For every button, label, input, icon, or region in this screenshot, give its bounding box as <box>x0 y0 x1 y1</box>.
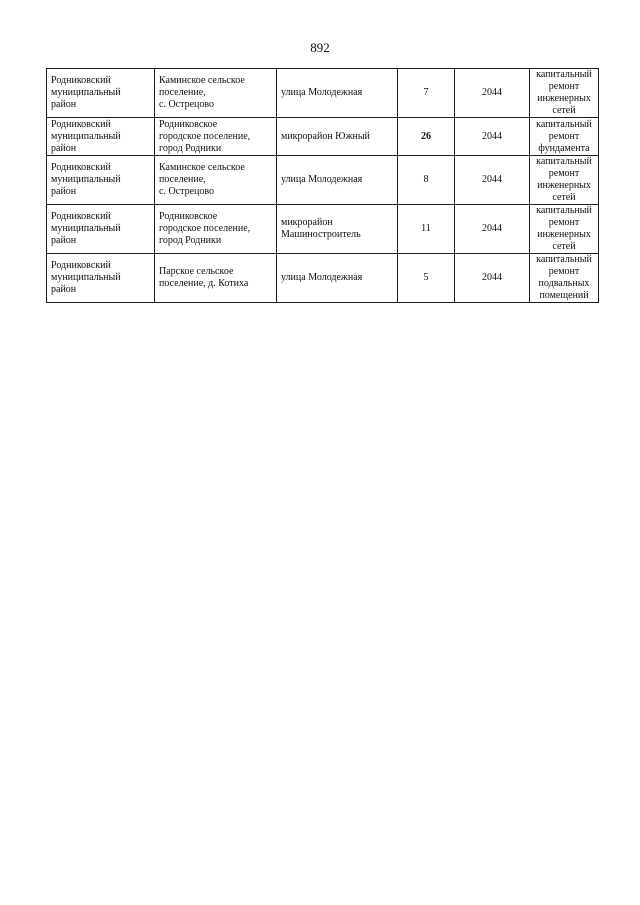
work-type-cell: капитальный ремонт инженерных сетей <box>530 205 599 254</box>
settlement-cell: Каминское сельское поселение, с. Острецово <box>155 69 277 118</box>
work-type-cell: капитальный ремонт инженерных сетей <box>530 156 599 205</box>
table-row <box>47 69 599 118</box>
year-cell: 2044 <box>455 69 530 118</box>
district-cell: Родниковский муниципальный район <box>47 118 155 156</box>
table-row <box>47 205 599 254</box>
year-cell: 2044 <box>455 205 530 254</box>
work-type-cell: капитальный ремонт подвальных помещений <box>530 254 599 303</box>
street-cell: улица Молодежная <box>277 156 398 205</box>
table-row <box>47 118 599 156</box>
house-number-cell: 8 <box>398 156 455 205</box>
page-number: 892 <box>310 40 330 55</box>
year-cell: 2044 <box>455 118 530 156</box>
house-number-cell: 26 <box>398 118 455 156</box>
settlement-cell: Родниковское городское поселение, город Родники <box>155 118 277 156</box>
district-cell: Родниковский муниципальный район <box>47 156 155 205</box>
table-row <box>47 156 599 205</box>
street-cell: микрорайон Машиностроитель <box>277 205 398 254</box>
settlement-cell: Парское сельское поселение, д. Котиха <box>155 254 277 303</box>
street-cell: микрорайон Южный <box>277 118 398 156</box>
district-cell: Родниковский муниципальный район <box>47 254 155 303</box>
house-number-cell: 11 <box>398 205 455 254</box>
settlement-cell: Родниковское городское поселение, город Родники <box>155 205 277 254</box>
year-cell: 2044 <box>455 254 530 303</box>
settlement-cell: Каминское сельское поселение, с. Острецово <box>155 156 277 205</box>
district-cell: Родниковский муниципальный район <box>47 205 155 254</box>
house-number-cell: 7 <box>398 69 455 118</box>
street-cell: улица Молодежная <box>277 254 398 303</box>
register-table <box>46 68 599 303</box>
year-cell: 2044 <box>455 156 530 205</box>
work-type-cell: капитальный ремонт фундамента <box>530 118 599 156</box>
table-row <box>47 254 599 303</box>
house-number-cell: 5 <box>398 254 455 303</box>
work-type-cell: капитальный ремонт инженерных сетей <box>530 69 599 118</box>
street-cell: улица Молодежная <box>277 69 398 118</box>
district-cell: Родниковский муниципальный район <box>47 69 155 118</box>
